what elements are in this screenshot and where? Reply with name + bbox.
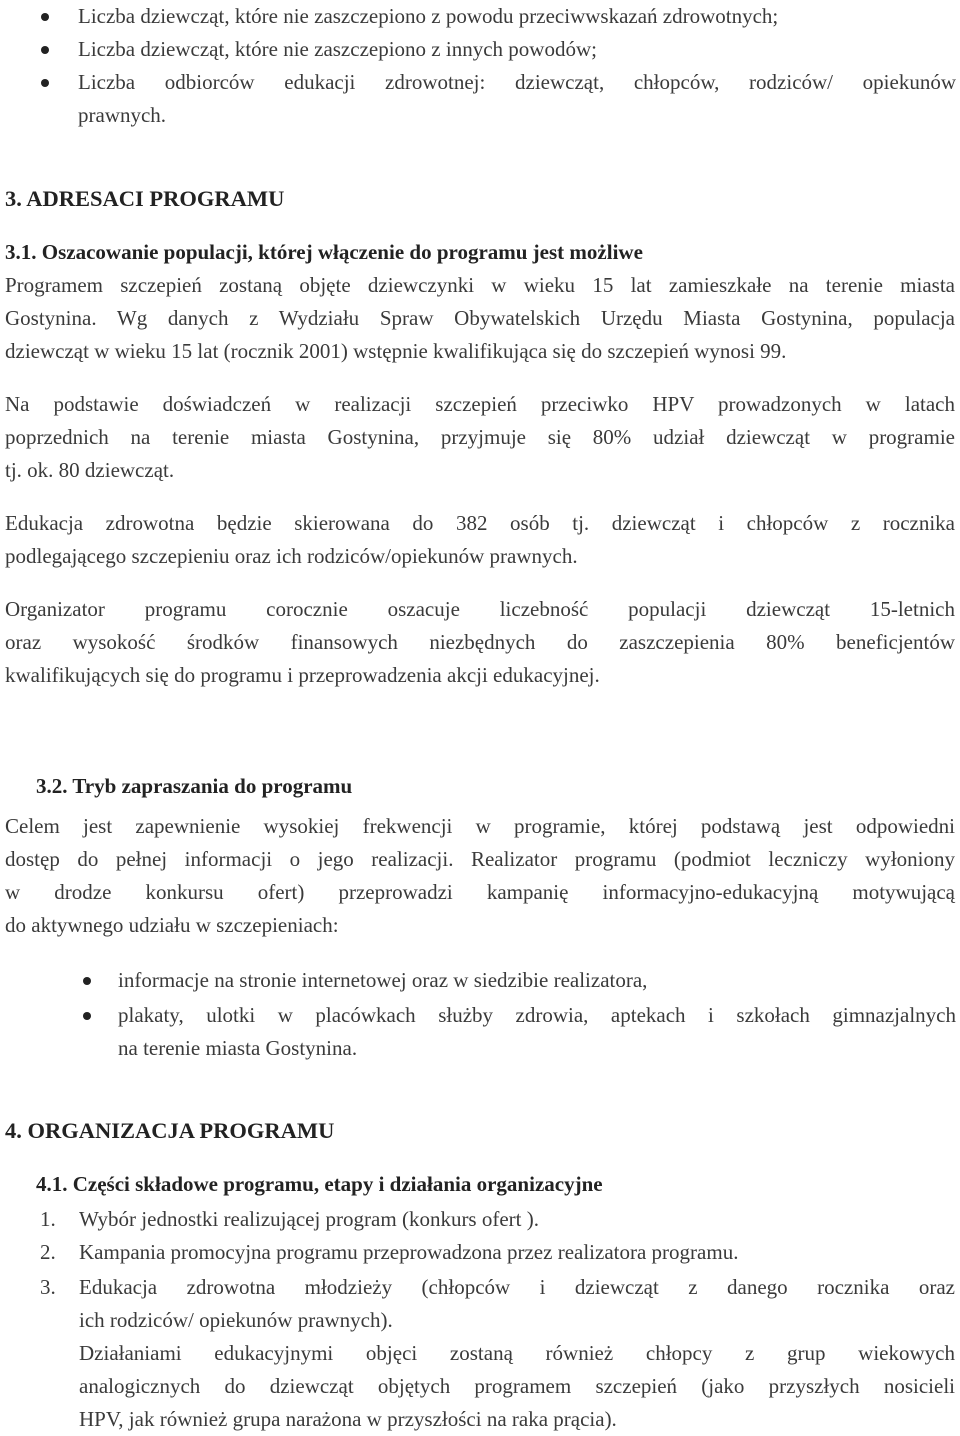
- paragraph-line: podlegającego szczepieniu oraz ich rodziców/opiekunów prawnych.: [5, 544, 578, 568]
- bullet-text: plakaty, ulotki w placówkach służby zdrowia, aptekach i szkołach gimnazjalnych: [118, 1003, 956, 1027]
- paragraph-line: Celem jest zapewnienie wysokiej frekwencji w programie, której podstawą jest odpowiedni: [5, 814, 955, 838]
- list-item-text: Edukacja zdrowotna młodzieży (chłopców i dziewcząt z danego rocznika oraz: [79, 1275, 955, 1299]
- paragraph-line: HPV, jak również grupa narażona w przyszłości na raka prącia).: [79, 1407, 617, 1431]
- list-number: 2.: [40, 1240, 56, 1264]
- bullet-text: Liczba dziewcząt, które nie zaszczepiono z innych powodów;: [78, 37, 597, 61]
- list-item-continuation: ich rodziców/ opiekunów prawnych).: [79, 1308, 393, 1332]
- bullet-text: informacje na stronie internetowej oraz w siedzibie realizatora,: [118, 968, 648, 992]
- subsection-heading: 3.2. Tryb zapraszania do programu: [36, 774, 353, 798]
- bullet-text-continuation: na terenie miasta Gostynina.: [118, 1036, 358, 1060]
- bullet-icon: [41, 79, 49, 87]
- list-number: 3.: [40, 1275, 56, 1299]
- paragraph-line: Edukacja zdrowotna będzie skierowana do 382 osób tj. dziewcząt i chłopców z rocznika: [5, 511, 955, 535]
- bullet-text: Liczba odbiorców edukacji zdrowotnej: dziewcząt, chłopców, rodziców/ opiekunów: [78, 70, 956, 94]
- bullet-icon: [83, 977, 91, 985]
- paragraph-line: kwalifikujących się do programu i przeprowadzenia akcji edukacyjnej.: [5, 663, 600, 687]
- bullet-text-continuation: prawnych.: [78, 103, 167, 127]
- paragraph-line: dziewcząt w wieku 15 lat (rocznik 2001) wstępnie kwalifikująca się do szczepień wynosi 99.: [5, 339, 787, 363]
- paragraph-line: Programem szczepień zostaną objęte dziewczynki w wieku 15 lat zamieszkałe na terenie miasta: [5, 273, 955, 297]
- paragraph-line: do aktywnego udziału w szczepieniach:: [5, 913, 339, 937]
- bullet-icon: [41, 46, 49, 54]
- paragraph-line: dostęp do pełnej informacji o jego realizacji. Realizator programu (podmiot leczniczy wyłoniony: [5, 847, 955, 871]
- list-number: 1.: [40, 1207, 56, 1231]
- paragraph-line: Na podstawie doświadczeń w realizacji szczepień przeciwko HPV prowadzonych w latach: [5, 392, 955, 416]
- bullet-text: Liczba dziewcząt, które nie zaszczepiono z powodu przeciwwskazań zdrowotnych;: [78, 4, 779, 28]
- paragraph-line: Organizator programu corocznie oszacuje liczebność populacji dziewcząt 15-letnich: [5, 597, 955, 621]
- paragraph-line: poprzednich na terenie miasta Gostynina, przyjmuje się 80% udział dziewcząt w programie: [5, 425, 955, 449]
- subsection-heading: 3.1. Oszacowanie populacji, której włączenie do programu jest możliwe: [5, 240, 643, 264]
- list-item-text: Kampania promocyjna programu przeprowadzona przez realizatora programu.: [79, 1240, 739, 1264]
- paragraph-line: Działaniami edukacyjnymi objęci zostaną również chłopcy z grup wiekowych: [79, 1341, 955, 1365]
- paragraph-line: analogicznych do dziewcząt objętych programem szczepień (jako przyszłych nosicieli: [79, 1374, 955, 1398]
- list-item-text: Wybór jednostki realizującej program (konkurs ofert ).: [79, 1207, 539, 1231]
- bullet-icon: [83, 1012, 91, 1020]
- section-heading: 3. ADRESACI PROGRAMU: [5, 186, 285, 211]
- paragraph-line: oraz wysokość środków finansowych niezbędnych do zaszczepienia 80% beneficjentów: [5, 630, 955, 654]
- paragraph-line: tj. ok. 80 dziewcząt.: [5, 458, 175, 482]
- paragraph-line: w drodze konkursu ofert) przeprowadzi kampanię informacyjno-edukacyjną motywującą: [5, 880, 955, 904]
- section-heading: 4. ORGANIZACJA PROGRAMU: [5, 1118, 335, 1143]
- subsection-heading: 4.1. Części składowe programu, etapy i działania organizacyjne: [36, 1172, 603, 1196]
- paragraph-line: Gostynina. Wg danych z Wydziału Spraw Obywatelskich Urzędu Miasta Gostynina, populacja: [5, 306, 955, 330]
- bullet-icon: [41, 13, 49, 21]
